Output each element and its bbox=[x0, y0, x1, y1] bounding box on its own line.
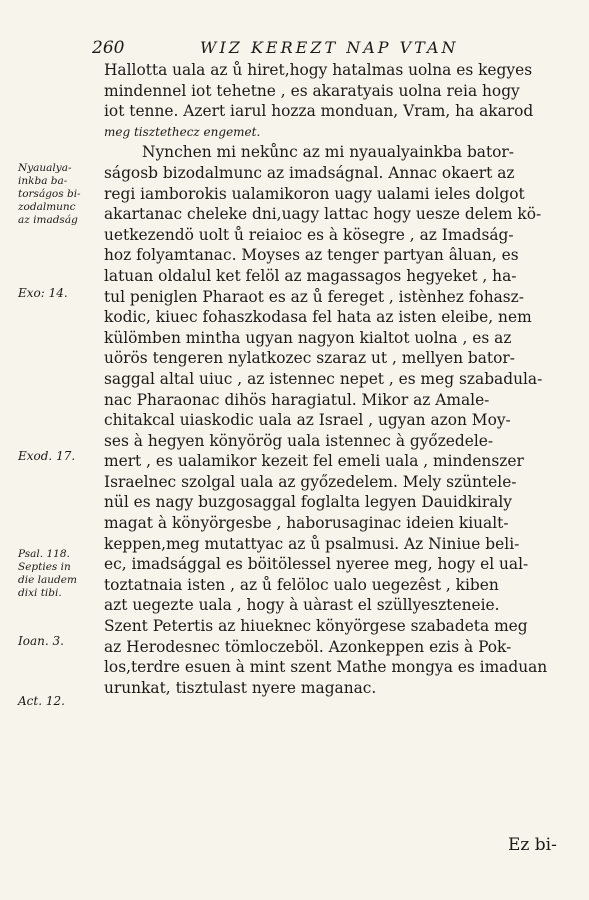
margin-note-line: torságos bi- bbox=[18, 188, 81, 200]
text-line: Szent Petertis az hiueknec könyörgese szabadeta meg bbox=[104, 617, 528, 636]
running-title: WIZ KEREZT NAP VTAN bbox=[200, 38, 459, 57]
page-number: 260 bbox=[92, 38, 125, 58]
text-line: magat à könyörgesbe , haborusaginac ideien kiualt- bbox=[104, 514, 509, 533]
text-line: az Herodesnec tömloczeböl. Azonkeppen ezis à Pok- bbox=[104, 637, 512, 656]
text-line: urunkat, tisztulast nyere maganac. bbox=[104, 678, 377, 697]
text-line: kodic, kiuec fohaszkodasa fel hata az isten eleibe, nem bbox=[104, 308, 532, 327]
margin-note-line: az imadság bbox=[18, 214, 78, 226]
text-line: Hallotta uala az ů hiret,hogy hatalmas uolna es kegyes bbox=[104, 61, 533, 79]
catchword: Ez bi- bbox=[508, 835, 557, 855]
text-line: regi iamborokis ualamikoron uagy ualami ieles dolgot bbox=[104, 184, 525, 203]
scripture-reference: Exod. 17. bbox=[18, 449, 76, 463]
text-line: latuan oldalul ket felöl az magassagos hegyeket , ha- bbox=[104, 266, 517, 285]
text-line: külömben mintha ugyan nagyon kialtot uolna , es az bbox=[104, 328, 512, 347]
text-line: uörös tengeren nylatkozec szaraz ut , mellyen bator- bbox=[104, 349, 515, 368]
scripture-reference: Ioan. 3. bbox=[18, 634, 64, 648]
text-line: nac Pharaonac dihös haragiatul. Mikor az Amale- bbox=[104, 390, 490, 409]
text-line: akartanac cheleke dni,uagy lattac hogy uesze delem kö- bbox=[104, 205, 542, 224]
text-line: tul peniglen Pharaot es az ů fereget , istènhez fohasz- bbox=[104, 287, 524, 306]
text-line: ses à hegyen könyörög uala istennec à győzedele- bbox=[104, 431, 494, 450]
margin-note-line: zodalmunc bbox=[18, 201, 76, 213]
text-line: chitakcal uiaskodic uala az Israel , ugyan azon Moy- bbox=[104, 411, 511, 430]
text-line: meg tisztethecz engemet. bbox=[104, 124, 261, 139]
text-line: Israelnec szolgal uala az győzedelem. Mely szüntele- bbox=[104, 472, 517, 491]
scripture-reference: Act. 12. bbox=[18, 694, 65, 708]
margin-note-line: inkba ba- bbox=[18, 175, 68, 187]
text-line: saggal altal uiuc , az istennec nepet , es meg szabadula- bbox=[104, 369, 543, 388]
body-text bbox=[104, 60, 568, 698]
text-line: hoz folyamtanac. Moyses az tenger partyan âluan, es bbox=[104, 246, 519, 265]
text-line: mert , es ualamikor kezeit fel emeli uala , mindenszer bbox=[104, 452, 524, 471]
margin-note-line: die laudem bbox=[18, 574, 77, 586]
page-header bbox=[92, 38, 552, 58]
scripture-reference: Exo: 14. bbox=[18, 286, 68, 300]
text-line: iot tenne. Azert iarul hozza monduan, Vram, ha akarod bbox=[104, 102, 534, 121]
margin-note-line: dixi tibi. bbox=[18, 587, 62, 599]
margin-note-line: Psal. 118. bbox=[18, 548, 70, 560]
text-line: nül es nagy buzgosaggal foglalta legyen Dauidkiraly bbox=[104, 493, 513, 512]
text-line: keppen,meg mutattyac az ů psalmusi. Az Niniue beli- bbox=[104, 534, 520, 553]
text-line: ec, imadsággal es böitölessel nyeree meg, hogy el ual- bbox=[104, 555, 529, 574]
text-line: toztatnaia isten , az ů felöloc ualo uegezêst , kiben bbox=[104, 575, 499, 594]
text-line: Nynchen mi nekůnc az mi nyaualyainkba bator- bbox=[142, 143, 514, 162]
margin-note-line: Septies in bbox=[18, 561, 71, 573]
text-line: uetkezendö uolt ů reiaioc es à kösegre , az Imadság- bbox=[104, 225, 514, 244]
text-line: mindennel iot tehetne , es akaratyais uolna reia hogy bbox=[104, 81, 520, 100]
margin-note-line: Nyaualya- bbox=[18, 162, 72, 174]
text-line: los,terdre esuen à mint szent Mathe mongya es imaduan bbox=[104, 658, 548, 677]
text-line: ságosb bizodalmunc az imadságnal. Annac okaert az bbox=[104, 163, 515, 182]
text-line: azt uegezte uala , hogy à uàrast el szüllyeszteneie. bbox=[104, 596, 500, 615]
